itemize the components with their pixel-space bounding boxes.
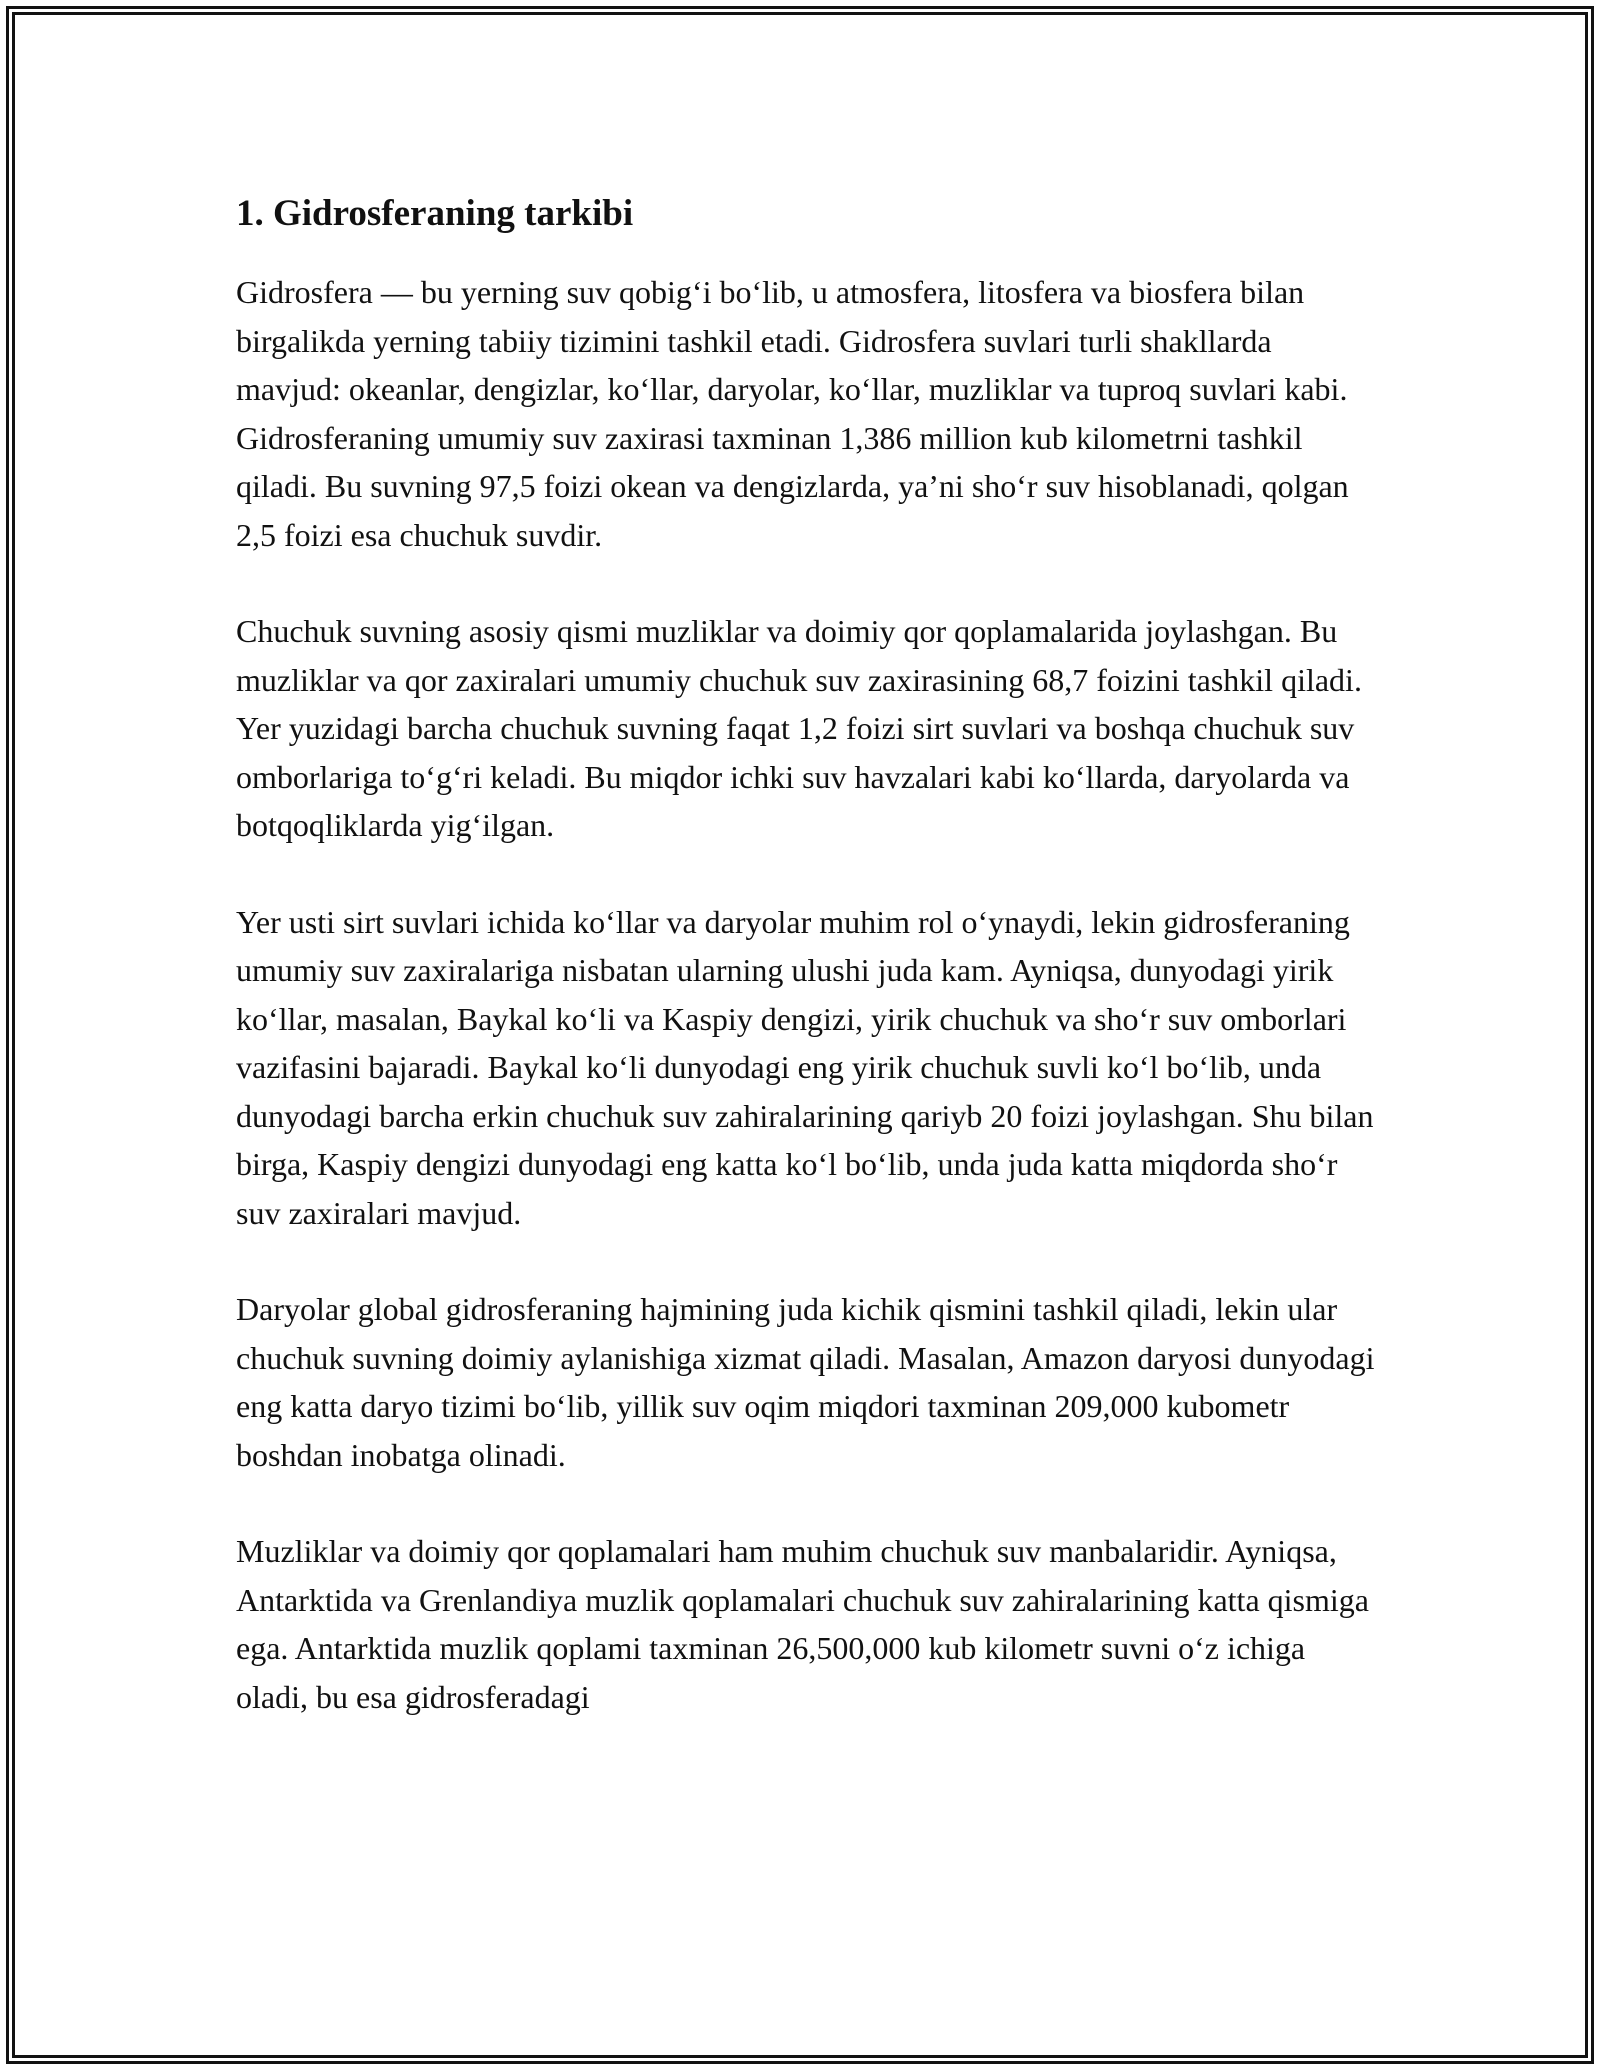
paragraph-lakes-rivers: Yer usti sirt suvlari ichida ko‘llar va daryolar muhim rol o‘ynaydi, lekin gidrosferaning umumiy suv zaxiralariga nisbatan ularning ulushi juda kam. Ayniqsa, dunyodagi yirik ko‘llar, masalan, Baykal ko‘li va Kaspiy dengizi, yirik chuchuk va sho‘r suv omborlari vazifasini bajaradi. Baykal ko‘li dunyodagi eng yirik chuchuk suvli ko‘l bo‘lib, unda dunyodagi barcha erkin chuchuk suv zahiralarining qariyb 20 foizi joylashgan. Shu bilan birga, Kaspiy dengizi dunyodagi eng katta ko‘l bo‘lib, unda juda katta miqdorda sho‘r suv zaxiralari mavjud. — [236, 903, 1374, 1231]
document-body — [236, 190, 1376, 1769]
paragraph-ice-sheets: Muzliklar va doimiy qor qoplamalari ham muhim chuchuk suv manbalaridir. Ayniqsa, Antarktida va Grenlandiya muzlik qoplamalari chuchuk suv zahiralarining katta qismiga ega. Antarktida muzlik qoplami taxminan 26,500,000 kub kilometr suvni o‘z ichiga oladi, bu esa gidrosferadagi — [236, 1533, 1369, 1715]
paragraph-hydrosphere-intro: Gidrosfera — bu yerning suv qobig‘i bo‘lib, u atmosfera, litosfera va biosfera bilan birgalikda yerning tabiiy tizimini tashkil etadi. Gidrosfera suvlari turli shakllarda mavjud: okeanlar, dengizlar, ko‘llar, daryolar, ko‘llar, muzliklar va tuproq suvlari kabi. Gidrosferaning umumiy suv zaxirasi taxminan 1,386 million kub kilometrni tashkil qiladi. Bu suvning 97,5 foizi okean va dengizlarda, ya’ni sho‘r suv hisoblanadi, qolgan 2,5 foizi esa chuchuk suvdir. — [236, 274, 1349, 553]
section-heading: 1. Gidrosferaning tarkibi — [236, 193, 634, 234]
paragraph-freshwater-glaciers: Chuchuk suvning asosiy qismi muzliklar va doimiy qor qoplamalarida joylashgan. Bu muzliklar va qor zaxiralari umumiy chuchuk suv zaxirasining 68,7 foizini tashkil qiladi. Yer yuzidagi barcha chuchuk suvning faqat 1,2 foizi sirt suvlari va boshqa chuchuk suv omborlariga to‘g‘ri keladi. Bu miqdor ichki suv havzalari kabi ko‘llarda, daryolarda va botqoqliklarda yig‘ilgan. — [236, 613, 1362, 843]
paragraph-rivers: Daryolar global gidrosferaning hajmining juda kichik qismini tashkil qiladi, lekin ular chuchuk suvning doimiy aylanishiga xizmat qiladi. Masalan, Amazon daryosi dunyodagi eng katta daryo tizimi bo‘lib, yillik suv oqim miqdori taxminan 209,000 kubometr boshdan inobatga olinadi. — [236, 1291, 1375, 1473]
